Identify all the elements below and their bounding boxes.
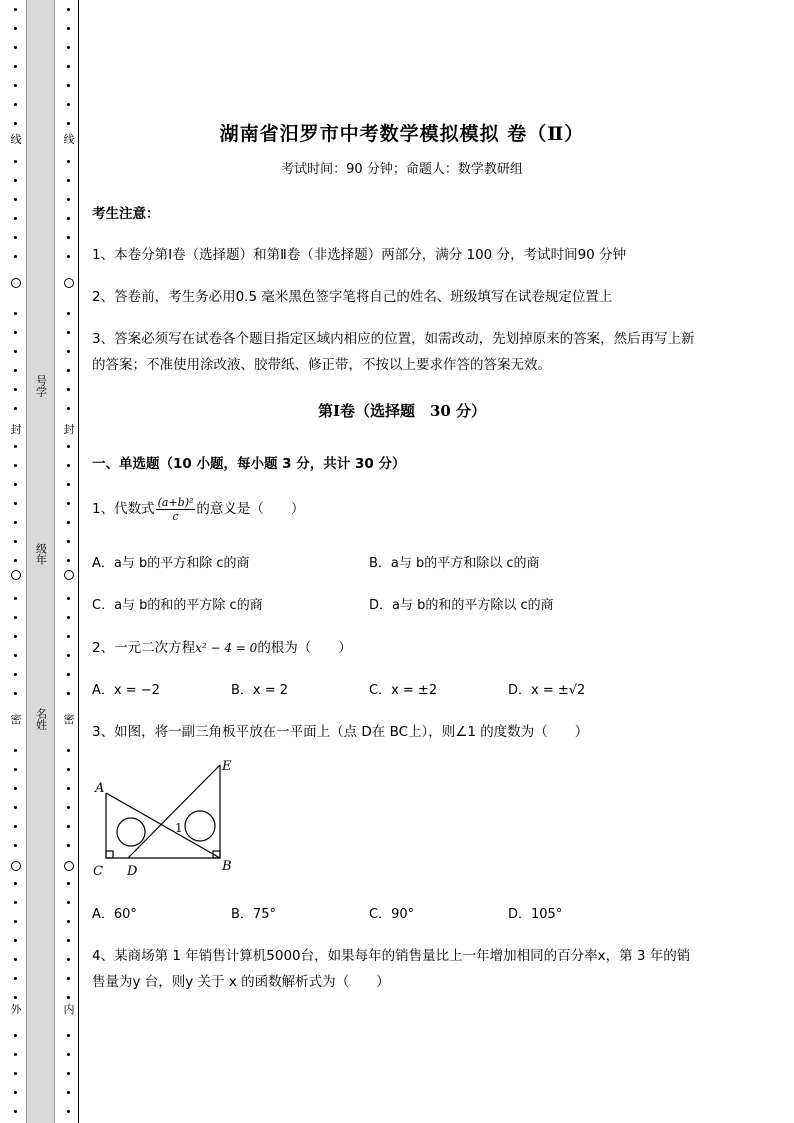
binding-dot [14,616,17,619]
segment-ab [106,793,220,858]
binding-dot [67,901,70,904]
binding-dot [67,464,70,467]
question-3-option-b[interactable]: B．75° [231,907,276,922]
label-d: D [127,864,138,879]
binding-dot [67,1091,70,1094]
binding-dot [14,654,17,657]
binding-dot [14,939,17,942]
binding-dot [14,692,17,695]
binding-dot [67,369,70,372]
binding-dot [67,1034,70,1037]
right-angle-c [106,851,113,858]
question-1-option-b[interactable]: B．a与 b的平方和除以 c的商 [369,556,540,571]
question-4-line-2: 售量为y 台，则y 关于 x 的函数解析式为（ ） [92,974,390,990]
binding-dot [67,673,70,676]
question-1-prefix: 1、代数式 [92,501,155,517]
binding-dot [14,996,17,999]
binding-dot [67,160,70,163]
binding-hole-icon [11,861,21,871]
binding-dot [67,996,70,999]
student-info-strip [26,0,55,1123]
question-1-suffix: 的意义是（ ） [196,501,305,517]
notice-heading: 考生注意： [92,206,160,222]
binding-dot [14,1053,17,1056]
label-b: B [222,859,232,874]
binding-right-mark-1: 封 [63,423,75,436]
binding-left-mark-3: 外 [10,1003,22,1016]
binding-dot [14,369,17,372]
binding-dot [14,502,17,505]
binding-dot [67,331,70,334]
binding-dot [14,407,17,410]
binding-dot [14,882,17,885]
student-number-field: 号学 [34,375,48,397]
binding-dot [14,236,17,239]
binding-dot [67,844,70,847]
binding-dot [67,540,70,543]
question-1-option-a[interactable]: A．a与 b的平方和除 c的商 [92,556,250,571]
binding-hole-icon [64,278,74,288]
binding-dot [67,502,70,505]
binding-dot [67,445,70,448]
binding-dot-column-right [62,0,76,1123]
circle-left [117,818,145,846]
binding-dot [14,559,17,562]
binding-dot [67,1072,70,1075]
binding-dot [14,198,17,201]
binding-dot [14,122,17,125]
notice-item-1: 1、本卷分第Ⅰ卷（选择题）和第Ⅱ卷（非选择题）两部分，满分 100 分，考试时间90 分钟 [92,247,627,263]
binding-hole-icon [64,570,74,580]
binding-dot [14,673,17,676]
binding-dot-column-left [9,0,23,1123]
binding-dot [14,1091,17,1094]
binding-dot [67,483,70,486]
part-title: 第Ⅰ卷（选择题 30 分） [317,402,487,420]
question-1-option-d[interactable]: D．a与 b的和的平方除以 c的商 [369,598,554,613]
binding-dot [14,483,17,486]
question-2-stem: 2、一元二次方程x² − 4 = 0的根为（ ） [92,640,352,656]
page-title: 湖南省汨罗市中考数学模拟模拟 卷（Ⅱ） [219,123,585,145]
binding-dot [67,1053,70,1056]
binding-dot [67,388,70,391]
binding-dot [14,540,17,543]
name-field: 名姓 [34,708,48,730]
binding-dot [67,179,70,182]
binding-dot [14,179,17,182]
binding-dot [14,65,17,68]
binding-dot [67,84,70,87]
question-1-stem [92,494,304,524]
label-a: A [95,781,105,796]
binding-dot [14,160,17,163]
binding-dot [14,1034,17,1037]
binding-dot [67,8,70,11]
question-1-option-c[interactable]: C．a与 b的和的平方除 c的商 [92,598,263,613]
question-3-option-c[interactable]: C．90° [369,907,415,922]
question-3-stem: 3、如图，将一副三角板平放在一平面上（点 D在 BC上），则∠1 的度数为（ ） [92,724,589,740]
binding-dot [67,977,70,980]
binding-dot [14,445,17,448]
notice-item-2: 2、答卷前，考生务必用0.5 毫米黑色签字笔将自己的姓名、班级填写在试卷规定位置上 [92,289,613,305]
question-3-option-d[interactable]: D．105° [508,907,563,922]
binding-dot [14,8,17,11]
question-2-option-d[interactable]: D．x = ±√2 [508,683,586,698]
notice-item-3-line-1: 3、答案必须写在试卷各个题目指定区域内相应的位置，如需改动，先划掉原来的答案，然后再写上新 [92,331,695,347]
question-2-option-a[interactable]: A．x = −2 [92,683,160,698]
binding-dot [67,920,70,923]
binding-dot [67,1110,70,1113]
binding-dot [67,46,70,49]
segment-ed [128,765,220,858]
binding-dot [67,255,70,258]
binding-dot [14,787,17,790]
binding-dot [67,825,70,828]
binding-left-mark-1: 封 [10,423,22,436]
binding-dot [14,388,17,391]
question-1-fraction: $\frac{\text{(a+b)²}}{c}$ [157,495,194,523]
binding-dot [67,787,70,790]
binding-dot [14,521,17,524]
binding-hole-icon [11,570,21,580]
binding-dot [67,236,70,239]
binding-right-mark-3: 内 [63,1003,75,1016]
binding-dot [67,939,70,942]
binding-dot [67,521,70,524]
binding-dot [14,27,17,30]
question-3-option-a[interactable]: A．60° [92,907,137,922]
binding-dot [67,597,70,600]
binding-dot [14,768,17,771]
binding-dot [67,312,70,315]
question-4-line-1: 4、某商场第 1 年销售计算机5000台，如果每年的销售量比上一年增加相同的百分率x，第 3 年的销 [92,948,691,964]
binding-dot [67,103,70,106]
binding-dot [67,559,70,562]
binding-dot [67,122,70,125]
binding-hole-icon [64,861,74,871]
binding-dot [67,958,70,961]
binding-dot [67,692,70,695]
binding-dot [67,27,70,30]
binding-dot [14,350,17,353]
binding-left-mark-0: 线 [10,133,22,146]
label-angle-1: 1 [175,821,183,835]
question-2-option-c[interactable]: C．x = ±2 [369,683,438,698]
binding-dot [14,920,17,923]
binding-right-mark-2: 密 [63,713,75,726]
binding-dot [67,616,70,619]
binding-dot [14,749,17,752]
label-e: E [222,759,232,774]
binding-dot [14,312,17,315]
binding-dot [67,217,70,220]
binding-line [78,0,79,1123]
binding-dot [14,806,17,809]
binding-dot [14,46,17,49]
binding-left-mark-2: 密 [10,713,22,726]
question-2-equation: x² − 4 = 0 [195,641,258,655]
binding-dot [14,464,17,467]
binding-dot [14,844,17,847]
binding-dot [67,749,70,752]
binding-dot [14,103,17,106]
binding-dot [14,901,17,904]
binding-dot [67,654,70,657]
section-heading: 一、单选题（10 小题，每小题 3 分，共计 30 分） [92,456,406,472]
binding-dot [14,217,17,220]
binding-right-mark-0: 线 [63,133,75,146]
notice-item-3-line-2: 的答案；不准使用涂改液、胶带纸、修正带，不按以上要求作答的答案无效。 [92,357,551,373]
binding-dot [14,825,17,828]
binding-dot [14,597,17,600]
binding-dot [14,84,17,87]
label-c: C [93,864,103,879]
binding-dot [67,198,70,201]
binding-dot [14,331,17,334]
triangle-figure [90,755,240,880]
binding-dot [14,958,17,961]
grade-field: 级年 [34,543,48,565]
circle-right [185,811,215,841]
binding-dot [67,65,70,68]
binding-dot [67,882,70,885]
binding-dot [67,407,70,410]
binding-dot [67,768,70,771]
binding-dot [67,806,70,809]
binding-dot [14,635,17,638]
binding-dot [14,1072,17,1075]
question-2-option-b[interactable]: B．x = 2 [231,683,289,698]
binding-hole-icon [11,278,21,288]
binding-dot [14,255,17,258]
binding-dot [14,1110,17,1113]
binding-dot [14,977,17,980]
binding-dot [67,350,70,353]
binding-dot [67,635,70,638]
exam-info: 考试时间：90 分钟；命题人：数学教研组 [281,162,523,177]
